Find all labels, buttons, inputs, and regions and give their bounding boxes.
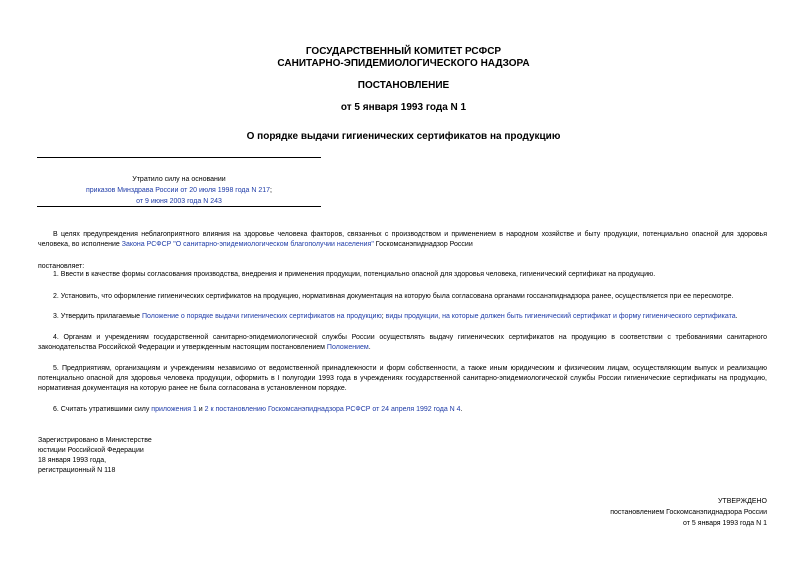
item-6-text: 6. Считать утратившими силу <box>53 406 152 413</box>
status-note-line1: Утратило силу на основании <box>132 176 226 183</box>
document-date-number: от 5 января 1993 года N 1 <box>340 102 467 113</box>
repeal-order-link-2003[interactable]: от 9 июня 2003 года N 243 <box>136 198 222 205</box>
item-1: 1. Ввести в качестве формы согласования производства, внедрения и применения продукции, потенциально опасной для здоровья человека, гигиенический сертификат на продукцию. <box>53 271 656 278</box>
divider-top <box>37 157 321 158</box>
status-note-line2 <box>37 185 321 196</box>
product-types-link[interactable]: виды продукции, на которые должен быть гигиенический сертификат и форму гигиенического сертификата <box>385 313 736 320</box>
document-title: О порядке выдачи гигиенических сертификатов на продукцию <box>246 131 561 142</box>
registration-line1: Зарегистрировано в Министерстве <box>38 437 152 444</box>
repeal-order-link-1998[interactable]: приказов Минздрава России от 20 июля 1998 года N 217 <box>85 187 271 194</box>
intro-paragraph <box>38 230 767 250</box>
agency-name-line1: ГОСУДАРСТВЕННЫЙ КОМИТЕТ РСФСР <box>305 46 502 57</box>
item-3-text: 3. Утвердить прилагаемые <box>53 313 142 320</box>
item-6-mid: и <box>196 406 205 413</box>
item-3-sep: ; <box>381 313 386 320</box>
status-note <box>37 174 321 207</box>
status-note-sep: ; <box>270 187 272 194</box>
agency-name-line2: САНИТАРНО-ЭПИДЕМИОЛОГИЧЕСКОГО НАДЗОРА <box>277 58 530 69</box>
intro-text-after: Госкомсанэпиднадзор России <box>373 241 473 248</box>
item-3 <box>53 312 767 322</box>
approval-line1: УТВЕРЖДЕНО <box>717 498 767 505</box>
approval-line3: от 5 января 1993 года N 1 <box>683 520 767 527</box>
item-4-text: 4. Органам и учреждениям государственной санитарно-эпидемиологической службы России осуществлять выдачу гигиенических сертификатов на продукцию в соответствии с требованиями санитарного законодательства Российской Федерации и утвержденным настоящим постановлением <box>38 334 767 351</box>
regulation-link[interactable]: Положением <box>326 344 369 351</box>
item-4 <box>38 333 767 353</box>
item-4-end: . <box>368 344 371 351</box>
divider-bottom <box>37 206 321 207</box>
intro-text-before: В целях предупреждения неблагоприятного влияния на здоровье человека факторов, связанных с производством и применением в народном хозяйстве и быту продукции, потенциально опасной для здоровья человека, во исполнение <box>38 231 767 248</box>
registration-line3: 18 января 1993 года, <box>38 457 107 464</box>
item-6 <box>53 405 767 415</box>
registration-line2: юстиции Российской Федерации <box>38 447 144 454</box>
registration-block <box>38 436 152 476</box>
sanitary-law-link[interactable]: Закона РСФСР "О санитарно-эпидемиологическом благополучии населения" <box>121 241 374 248</box>
document-type: ПОСТАНОВЛЕНИЕ <box>357 80 450 91</box>
item-6-end: . <box>460 406 463 413</box>
appendix-1-link[interactable]: приложения 1 <box>151 406 197 413</box>
item-2: 2. Установить, что оформление гигиенических сертификатов на продукцию, нормативная документация на которую была согласована органами госсанэпиднадзора ранее, осуществляется при ее пересмотре. <box>53 293 734 300</box>
approval-line2: постановлением Госкомсанэпиднадзора России <box>610 509 767 516</box>
item-5: 5. Предприятиям, организациям и учреждениям независимо от ведомственной принадлежности и форм собственности, а также иным юридическим и физическим лицам, осуществляющим выпуск и реализацию потенциально опасной для здоровья человека продукции, оформить в I полугодии 1993 года в учреждениях государственной санитарно-эпидемиологической службы России гигиенические сертификаты на продукцию, нормативная документация на которую ранее не была согласована в установленном порядке. <box>38 365 767 392</box>
approval-block <box>610 496 767 529</box>
resolves-label: постановляет: <box>38 263 85 270</box>
registration-line4: регистрационный N 118 <box>38 467 116 474</box>
item-3-end: . <box>735 313 738 320</box>
certificate-regulation-link[interactable]: Положение о порядке выдачи гигиенических сертификатов на продукцию <box>141 313 382 320</box>
appendix-2-resolution-link[interactable]: 2 к постановлению Госкомсанэпиднадзора РСФСР от 24 апреля 1992 года N 4 <box>204 406 461 413</box>
